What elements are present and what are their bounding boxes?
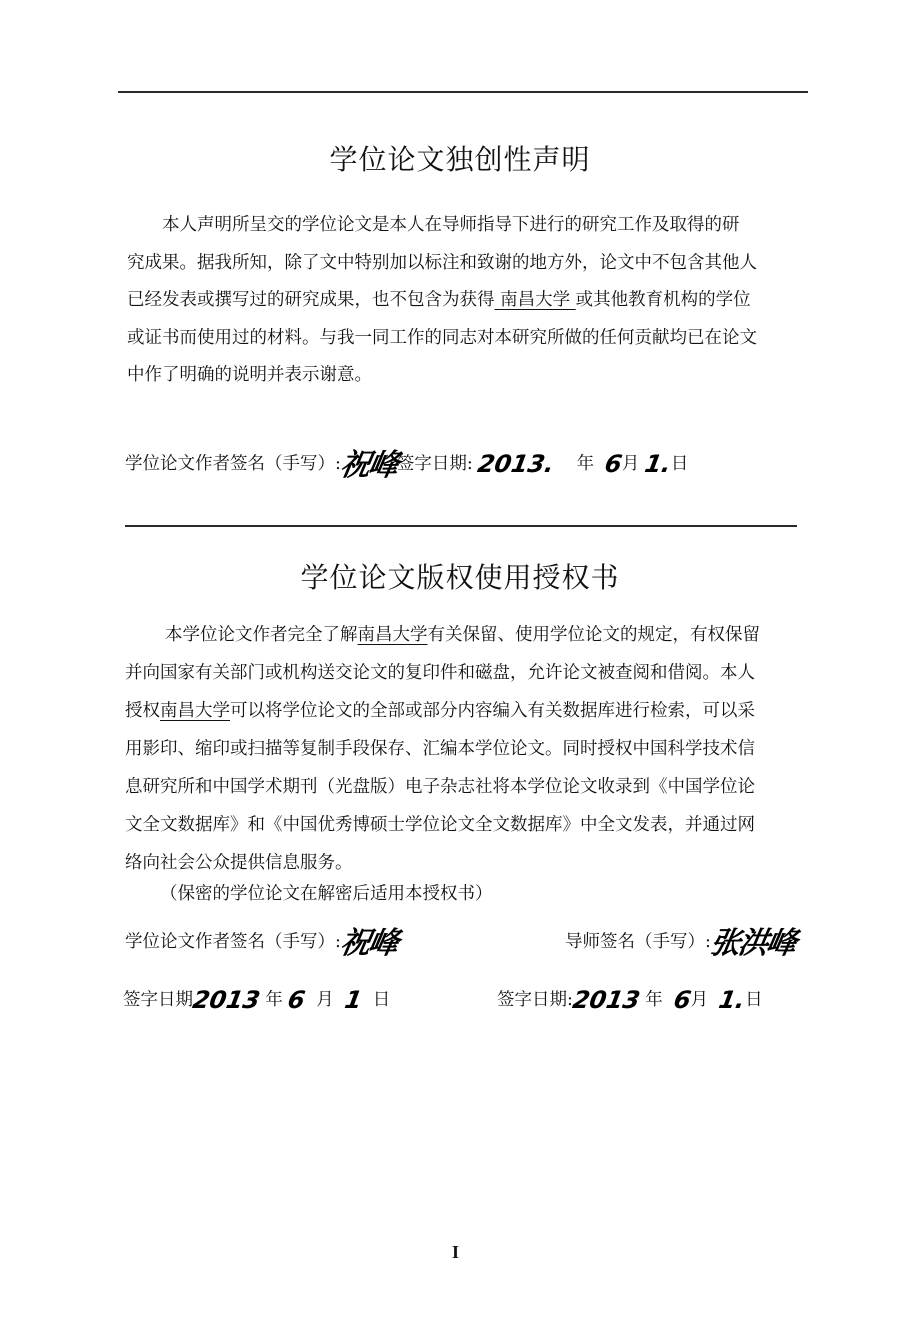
authorization-line: 用影印、缩印或扫描等复制手段保存、汇编本学位论文。同时授权中国科学技术信 <box>125 739 755 759</box>
authorization-line: 息研究所和中国学术期刊（光盘版）电子杂志社将本学位论文收录到《中国学位论 <box>125 777 755 797</box>
section-divider <box>125 525 797 527</box>
day-unit: 日 <box>745 990 763 1010</box>
authorization-body <box>125 616 760 882</box>
date-year: 2013 <box>570 986 643 1014</box>
date-label: 签字日期 <box>123 990 193 1010</box>
date-month: 6 <box>285 986 308 1014</box>
authorization-title: 学位论文版权使用授权书 <box>300 561 620 594</box>
date-year: 2013. <box>475 450 557 478</box>
declaration-text: 已经发表或撰写过的研究成果，也不包含为获得 <box>127 290 495 310</box>
confidential-note: （保密的学位论文在解密后适用本授权书） <box>160 884 493 904</box>
month-unit: 月 <box>621 454 640 474</box>
author-signature-label: 学位论文作者签名（手写）: <box>125 454 341 474</box>
authorization-text: 有关保留、使用学位论文的规定，有权保留 <box>427 625 760 645</box>
date-label: 签字日期: <box>497 990 573 1010</box>
date-day: 1. <box>642 450 674 478</box>
year-unit: 年 <box>265 990 283 1010</box>
declaration-line: 究成果。据我所知，除了文中特别加以标注和致谢的地方外，论文中不包含其他人 <box>127 252 757 273</box>
advisor-signature-row <box>565 918 798 962</box>
month-unit: 月 <box>316 990 334 1010</box>
day-unit: 日 <box>670 454 689 474</box>
month-unit: 月 <box>690 990 709 1010</box>
authorization-line: 文全文数据库》和《中国优秀博硕士学位论文全文数据库》中全文发表，并通过网 <box>125 815 755 835</box>
declaration-line: 中作了明确的说明并表示谢意。 <box>127 365 372 385</box>
declaration-title: 学位论文独创性声明 <box>329 143 591 176</box>
author-signature-row <box>125 918 400 962</box>
declaration-line: 本人声明所呈交的学位论文是本人在导师指导下进行的研究工作及取得的研 <box>162 215 740 235</box>
year-unit: 年 <box>645 990 663 1010</box>
declaration-line: 或证书而使用过的材料。与我一同工作的同志对本研究所做的任何贡献均已在论文 <box>127 327 757 348</box>
author-date-row <box>123 986 390 1014</box>
authorization-line: 并向国家有关部门或机构送交论文的复印件和磁盘，允许论文被查阅和借阅。本人 <box>125 663 755 683</box>
year-unit: 年 <box>576 454 595 474</box>
page-number: I <box>452 1242 460 1262</box>
authorization-line <box>125 692 760 730</box>
date-month: 6 <box>671 986 694 1014</box>
author-signature-label: 学位论文作者签名（手写）: <box>125 932 341 952</box>
declaration-text: 或其他教育机构的学位 <box>575 290 751 310</box>
declaration-signature-row <box>125 440 688 484</box>
date-month: 6 <box>602 450 625 478</box>
author-signature: 祝峰 <box>337 448 400 483</box>
declaration-body <box>127 207 757 395</box>
university-name: 南昌大学 <box>357 625 428 645</box>
declaration-line <box>127 282 757 320</box>
advisor-signature-label: 导师签名（手写）: <box>565 932 711 952</box>
date-label: 签字日期: <box>396 454 473 474</box>
university-name: 南昌大学 <box>494 290 576 310</box>
day-unit: 日 <box>372 990 391 1010</box>
authorization-line: 络向社会公众提供信息服务。 <box>125 853 353 873</box>
date-day: 1. <box>716 986 748 1014</box>
advisor-date-row <box>497 986 763 1014</box>
authorization-line <box>125 616 760 654</box>
university-name: 南昌大学 <box>160 701 230 721</box>
authorization-text: 可以将学位论文的全部或部分内容编入有关数据库进行检索，可以采 <box>230 701 755 721</box>
top-divider <box>118 91 808 93</box>
authorization-text: 授权 <box>125 701 160 721</box>
authorization-text: 本学位论文作者完全了解 <box>165 625 358 645</box>
advisor-signature: 张洪峰 <box>707 926 798 961</box>
date-day: 1 <box>342 986 365 1014</box>
author-signature: 祝峰 <box>337 926 400 961</box>
date-year: 2013 <box>190 986 263 1014</box>
